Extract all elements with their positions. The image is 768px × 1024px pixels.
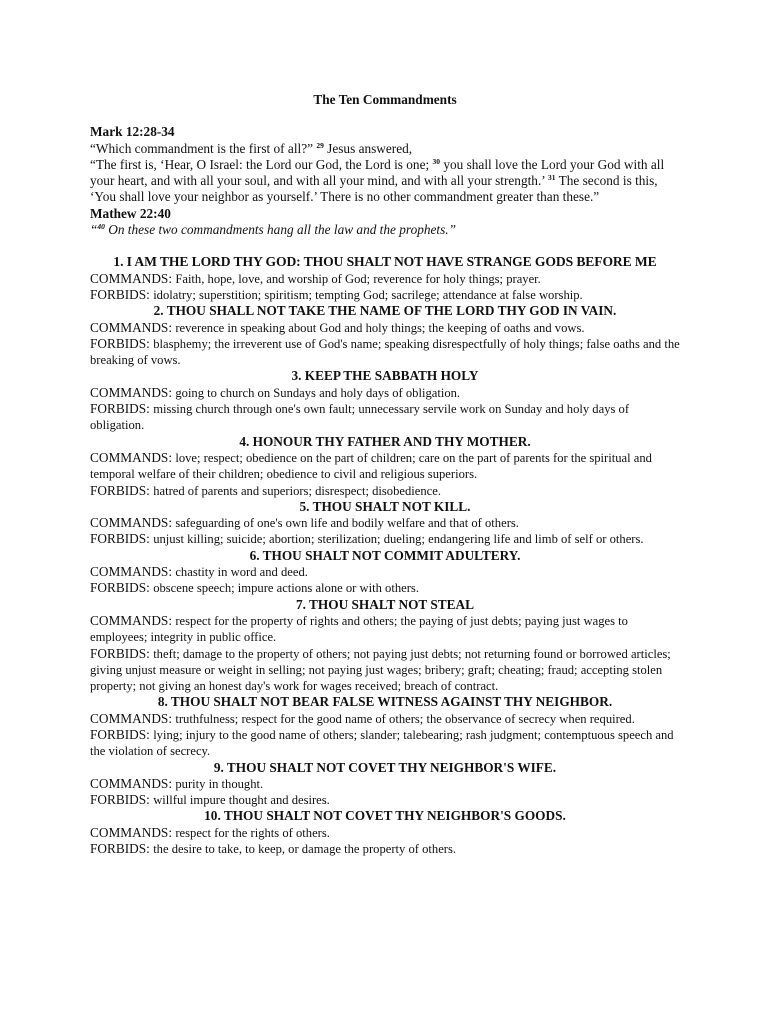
commandments-list xyxy=(90,254,680,857)
forbids-text: blasphemy; the irreverent use of God's name; speaking disrespectfully of holy things; false oaths and the breaking of vows. xyxy=(90,336,680,368)
mark-passage xyxy=(90,124,680,205)
forbids-text: missing church through one's own fault; unnecessary servile work on Sunday and holy days of obligation. xyxy=(90,402,630,433)
commands-label: COMMANDS: xyxy=(90,449,173,465)
commandment-block xyxy=(90,597,680,695)
commands-label: COMMANDS: xyxy=(90,319,173,335)
forbids-text: idolatry; superstition; spiritism; tempting God; sacrilege; attendance at false worship. xyxy=(153,287,583,302)
commands-line xyxy=(90,711,680,727)
mathew-passage xyxy=(90,206,680,239)
commands-line xyxy=(90,776,680,792)
commandment-block xyxy=(90,368,680,433)
commandment-block xyxy=(90,303,680,368)
forbids-line xyxy=(90,483,680,499)
forbids-label: FORBIDS: xyxy=(90,335,150,351)
commands-label: COMMANDS: xyxy=(90,612,173,628)
verse-30: 30 xyxy=(432,156,440,166)
commands-text: safeguarding of one's own life and bodily welfare and that of others. xyxy=(175,516,519,531)
mark-reference: Mark 12:28-34 xyxy=(90,124,175,140)
forbids-text: unjust killing; suicide; abortion; sterilization; dueling; endangering life and limb of self or others. xyxy=(153,532,644,547)
commands-text: truthfulness; respect for the good name of others; the observance of secrecy when required. xyxy=(175,711,635,726)
forbids-text: willful impure thought and desires. xyxy=(153,793,330,808)
commands-text: love; respect; obedience on the part of children; care on the part of parents for the spiritual and temporal welfare of their children; obedience to civil and religious superiors. xyxy=(90,450,652,482)
mark-line-2a: “The first is, ‘Hear, O Israel: the Lord our God, the Lord is one; xyxy=(90,156,433,172)
commands-label: COMMANDS: xyxy=(90,515,173,531)
mark-line-1b: Jesus answered, xyxy=(323,140,413,156)
commandment-title: 1. I AM THE LORD THY GOD: THOU SHALT NOT HAVE STRANGE GODS BEFORE ME xyxy=(113,254,657,270)
commands-line xyxy=(90,271,680,287)
commandment-title: 2. THOU SHALL NOT TAKE THE NAME OF THE LORD THY GOD IN VAIN. xyxy=(153,303,617,319)
forbids-label: FORBIDS: xyxy=(90,401,150,417)
commands-text: respect for the rights of others. xyxy=(175,825,330,840)
commandment-block xyxy=(90,808,680,857)
forbids-text: lying; injury to the good name of others; slander; talebearing; rash judgment; contemptuous speech and the violation of secrecy. xyxy=(90,727,674,759)
verse-31: 31 xyxy=(548,173,556,183)
forbids-text: theft; damage to the property of others; not paying just debts; not returning found or borrowed articles; giving unjust measure or weight in selling; not paying just wages; bribery; graft; cheating; fraud; accepting stolen property; not giving an honest day's work for wages received; breach of contract. xyxy=(90,646,671,694)
forbids-label: FORBIDS: xyxy=(90,286,150,302)
commandment-title: 4. HONOUR THY FATHER AND THY MOTHER. xyxy=(239,433,531,449)
commands-label: COMMANDS: xyxy=(90,270,173,286)
commandment-block xyxy=(90,694,680,759)
forbids-line xyxy=(90,401,680,434)
commands-line xyxy=(90,450,680,483)
commandment-block xyxy=(90,548,680,597)
mathew-text: On these two commandments hang all the law and the prophets. xyxy=(104,222,449,238)
commands-text: going to church on Sundays and holy days of obligation. xyxy=(175,385,461,400)
document-title: The Ten Commandments xyxy=(313,92,457,107)
forbids-line xyxy=(90,531,680,547)
forbids-label: FORBIDS: xyxy=(90,531,150,547)
commands-label: COMMANDS: xyxy=(90,775,173,791)
commands-text: purity in thought. xyxy=(175,776,264,791)
commandment-title: 6. THOU SHALT NOT COMMIT ADULTERY. xyxy=(249,547,521,563)
commands-line xyxy=(90,825,680,841)
commands-line xyxy=(90,515,680,531)
forbids-line xyxy=(90,841,680,857)
forbids-line xyxy=(90,727,680,760)
forbids-label: FORBIDS: xyxy=(90,580,150,596)
commands-line xyxy=(90,564,680,580)
document-page xyxy=(90,92,680,857)
commands-label: COMMANDS: xyxy=(90,564,173,580)
commandment-block xyxy=(90,434,680,499)
commandment-title: 8. THOU SHALT NOT BEAR FALSE WITNESS AGAINST THY NEIGHBOR. xyxy=(157,694,613,710)
commandment-title: 10. THOU SHALT NOT COVET THY NEIGHBOR'S GOODS. xyxy=(204,808,566,824)
commands-label: COMMANDS: xyxy=(90,710,173,726)
mark-line-2b: you shall love the Lord your God with all your heart, and with all your soul, and with all your mind, and with all your strength.’ xyxy=(90,156,665,189)
commands-line xyxy=(90,385,680,401)
commandment-title: 7. THOU SHALT NOT STEAL xyxy=(296,596,474,612)
mathew-close-quote: ” xyxy=(448,222,457,238)
commandment-block xyxy=(90,254,680,303)
forbids-label: FORBIDS: xyxy=(90,841,150,857)
forbids-label: FORBIDS: xyxy=(90,726,150,742)
forbids-line xyxy=(90,580,680,596)
commandment-block xyxy=(90,499,680,548)
commands-label: COMMANDS: xyxy=(90,384,173,400)
commandment-title: 5. THOU SHALT NOT KILL. xyxy=(299,498,471,514)
forbids-line xyxy=(90,646,680,695)
mathew-open-quote: “ xyxy=(90,222,98,238)
mark-line-2c: The second is this, ‘You shall love your neighbor as yourself.’ There is no other commandment greater than these.” xyxy=(90,173,658,205)
verse-29: 29 xyxy=(316,140,324,150)
mark-line-1a: “Which commandment is the first of all?” xyxy=(90,140,317,156)
forbids-line xyxy=(90,792,680,808)
commands-text: reverence in speaking about God and holy things; the keeping of oaths and vows. xyxy=(175,320,585,335)
commands-line xyxy=(90,320,680,336)
verse-40: 40 xyxy=(97,222,105,232)
forbids-label: FORBIDS: xyxy=(90,792,150,808)
commands-text: chastity in word and deed. xyxy=(175,565,308,580)
commandment-block xyxy=(90,760,680,809)
commandment-title: 3. KEEP THE SABBATH HOLY xyxy=(291,368,479,384)
forbids-text: hatred of parents and superiors; disrespect; disobedience. xyxy=(153,483,441,498)
forbids-label: FORBIDS: xyxy=(90,482,150,498)
forbids-text: the desire to take, to keep, or damage the property of others. xyxy=(153,842,457,857)
forbids-text: obscene speech; impure actions alone or with others. xyxy=(153,581,419,596)
mathew-reference: Mathew 22:40 xyxy=(90,205,171,221)
commands-line xyxy=(90,613,680,646)
forbids-label: FORBIDS: xyxy=(90,645,150,661)
forbids-line xyxy=(90,287,680,303)
commands-text: respect for the property of rights and others; the paying of just debts; paying just wages to employees; integrity in public office. xyxy=(90,613,628,645)
commands-text: Faith, hope, love, and worship of God; reverence for holy things; prayer. xyxy=(175,271,541,286)
forbids-line xyxy=(90,336,680,369)
commandment-title: 9. THOU SHALT NOT COVET THY NEIGHBOR'S WIFE. xyxy=(213,759,557,775)
commands-label: COMMANDS: xyxy=(90,824,173,840)
